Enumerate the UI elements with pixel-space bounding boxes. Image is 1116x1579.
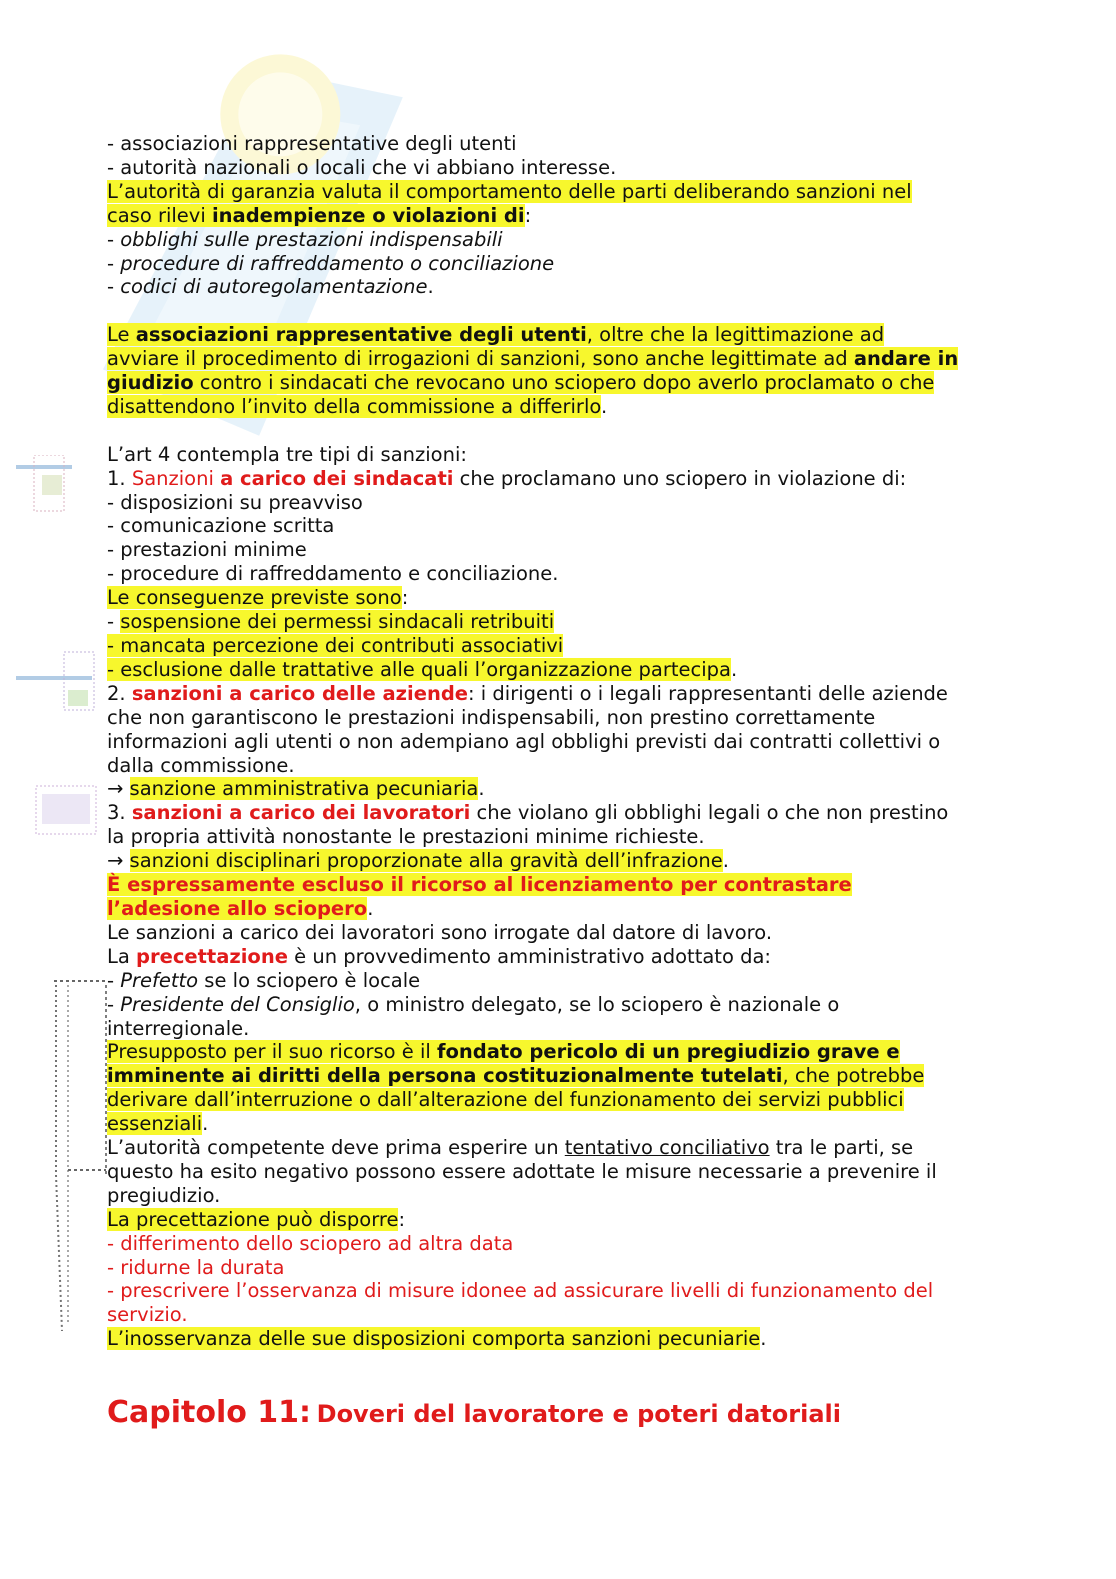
chapter-title: Doveri del lavoratore e poteri datoriali xyxy=(316,1400,841,1428)
list-item: - esclusione dalle trattative alle quali l’organizzazione partecipa. xyxy=(107,657,738,681)
list-item: - obblighi sulle prestazioni indispensabili xyxy=(107,227,503,251)
spacer xyxy=(107,419,1007,443)
text-line: La precettazione può disporre: xyxy=(107,1207,406,1231)
list-item: servizio. xyxy=(107,1303,188,1327)
text-line: interregionale. xyxy=(107,1016,250,1040)
list-item: - ridurne la durata xyxy=(107,1255,285,1279)
list-item: - prescrivere l’osservanza di misure idonee ad assicurare livelli di funzionamento del xyxy=(107,1279,934,1303)
text-line: questo ha esito negativo possono essere adottate le misure necessarie a prevenire il xyxy=(107,1159,937,1183)
text-line: → sanzioni disciplinari proporzionate alla gravità dell’infrazione. xyxy=(107,849,729,873)
text-line: - autorità nazionali o locali che vi abbiano interesse. xyxy=(107,155,617,179)
text-line: dalla commissione. xyxy=(107,753,295,777)
text-line: Le associazioni rappresentative degli utenti, oltre che la legittimazione ad xyxy=(107,323,885,347)
text-line: che non garantiscono le prestazioni indispensabili, non prestino correttamente xyxy=(107,705,876,729)
chapter-number: Capitolo 11: xyxy=(107,1395,312,1430)
text-line: L’autorità di garanzia valuta il comportamento delle parti deliberando sanzioni nel xyxy=(107,179,912,203)
text-line: Le sanzioni a carico dei lavoratori sono irrogate dal datore di lavoro. xyxy=(107,920,773,944)
list-item: - mancata percezione dei contributi associativi xyxy=(107,634,564,657)
text-line: derivare dall’interruzione o dall’alterazione del funzionamento dei servizi pubblici xyxy=(107,1088,904,1112)
margin-mark xyxy=(14,650,96,714)
document-body xyxy=(107,132,1007,1351)
text-line: essenziali. xyxy=(107,1112,209,1136)
list-item: - differimento dello sciopero ad altra data xyxy=(107,1231,514,1255)
list-item: - Prefetto se lo sciopero è locale xyxy=(107,968,421,992)
list-item: - sospensione dei permessi sindacali retribuiti xyxy=(107,610,555,634)
text-line: L’autorità competente deve prima esperire un tentativo conciliativo tra le parti, se xyxy=(107,1136,914,1160)
text-line: la propria attività nonostante le prestazioni minime richieste. xyxy=(107,825,705,849)
text-line: Presupposto per il suo ricorso è il fondato pericolo di un pregiudizio grave e xyxy=(107,1040,900,1064)
list-item: - disposizioni su preavviso xyxy=(107,490,363,514)
text-line: l’adesione allo sciopero. xyxy=(107,896,374,920)
text-line: - associazioni rappresentative degli utenti xyxy=(107,132,517,155)
text-line: 2. sanzioni a carico delle aziende: i dirigenti o i legali rappresentanti delle aziende xyxy=(107,681,948,705)
margin-mark xyxy=(34,780,98,840)
text-line: L’inosservanza delle sue disposizioni comporta sanzioni pecuniarie. xyxy=(107,1327,767,1351)
text-line: caso rilevi inadempienze o violazioni di: xyxy=(107,203,532,227)
text-line: informazioni agli utenti o non adempiano agl obblighi previsti dai contratti collettivi o xyxy=(107,729,941,753)
text-line: pregiudizio. xyxy=(107,1183,221,1207)
text-line: Le conseguenze previste sono: xyxy=(107,586,409,610)
list-item: - Presidente del Consiglio, o ministro delegato, se lo sciopero è nazionale o xyxy=(107,992,840,1016)
text-line: imminente ai diritti della persona costituzionalmente tutelati, che potrebbe xyxy=(107,1064,925,1088)
text-line: avviare il procedimento di irrogazioni di sanzioni, sono anche legittimate ad andare in xyxy=(107,347,959,371)
text-line: giudizio contro i sindacati che revocano uno sciopero dopo averlo proclamato o che xyxy=(107,371,935,395)
list-item: - prestazioni minime xyxy=(107,538,307,562)
text-line: È espressamente escluso il ricorso al licenziamento per contrastare xyxy=(107,873,852,897)
list-item: - codici di autoregolamentazione. xyxy=(107,275,434,299)
list-item: - comunicazione scritta xyxy=(107,514,335,538)
margin-mark xyxy=(12,455,76,515)
list-item: - procedure di raffreddamento o conciliazione xyxy=(107,251,555,275)
spacer xyxy=(107,299,1007,323)
text-line: → sanzione amministrativa pecuniaria. xyxy=(107,777,485,801)
chapter-heading xyxy=(107,1395,841,1430)
text-line: disattendono l’invito della commissione a differirlo. xyxy=(107,394,608,418)
list-item: - procedure di raffreddamento e conciliazione. xyxy=(107,562,559,586)
text-line: 3. sanzioni a carico dei lavoratori che violano gli obblighi legali o che non prestino xyxy=(107,801,949,825)
text-line: 1. Sanzioni a carico dei sindacati che proclamano uno sciopero in violazione di: xyxy=(107,466,907,490)
text-line: La precettazione è un provvedimento amministrativo adottato da: xyxy=(107,944,771,968)
text-line: L’art 4 contempla tre tipi di sanzioni: xyxy=(107,442,467,466)
